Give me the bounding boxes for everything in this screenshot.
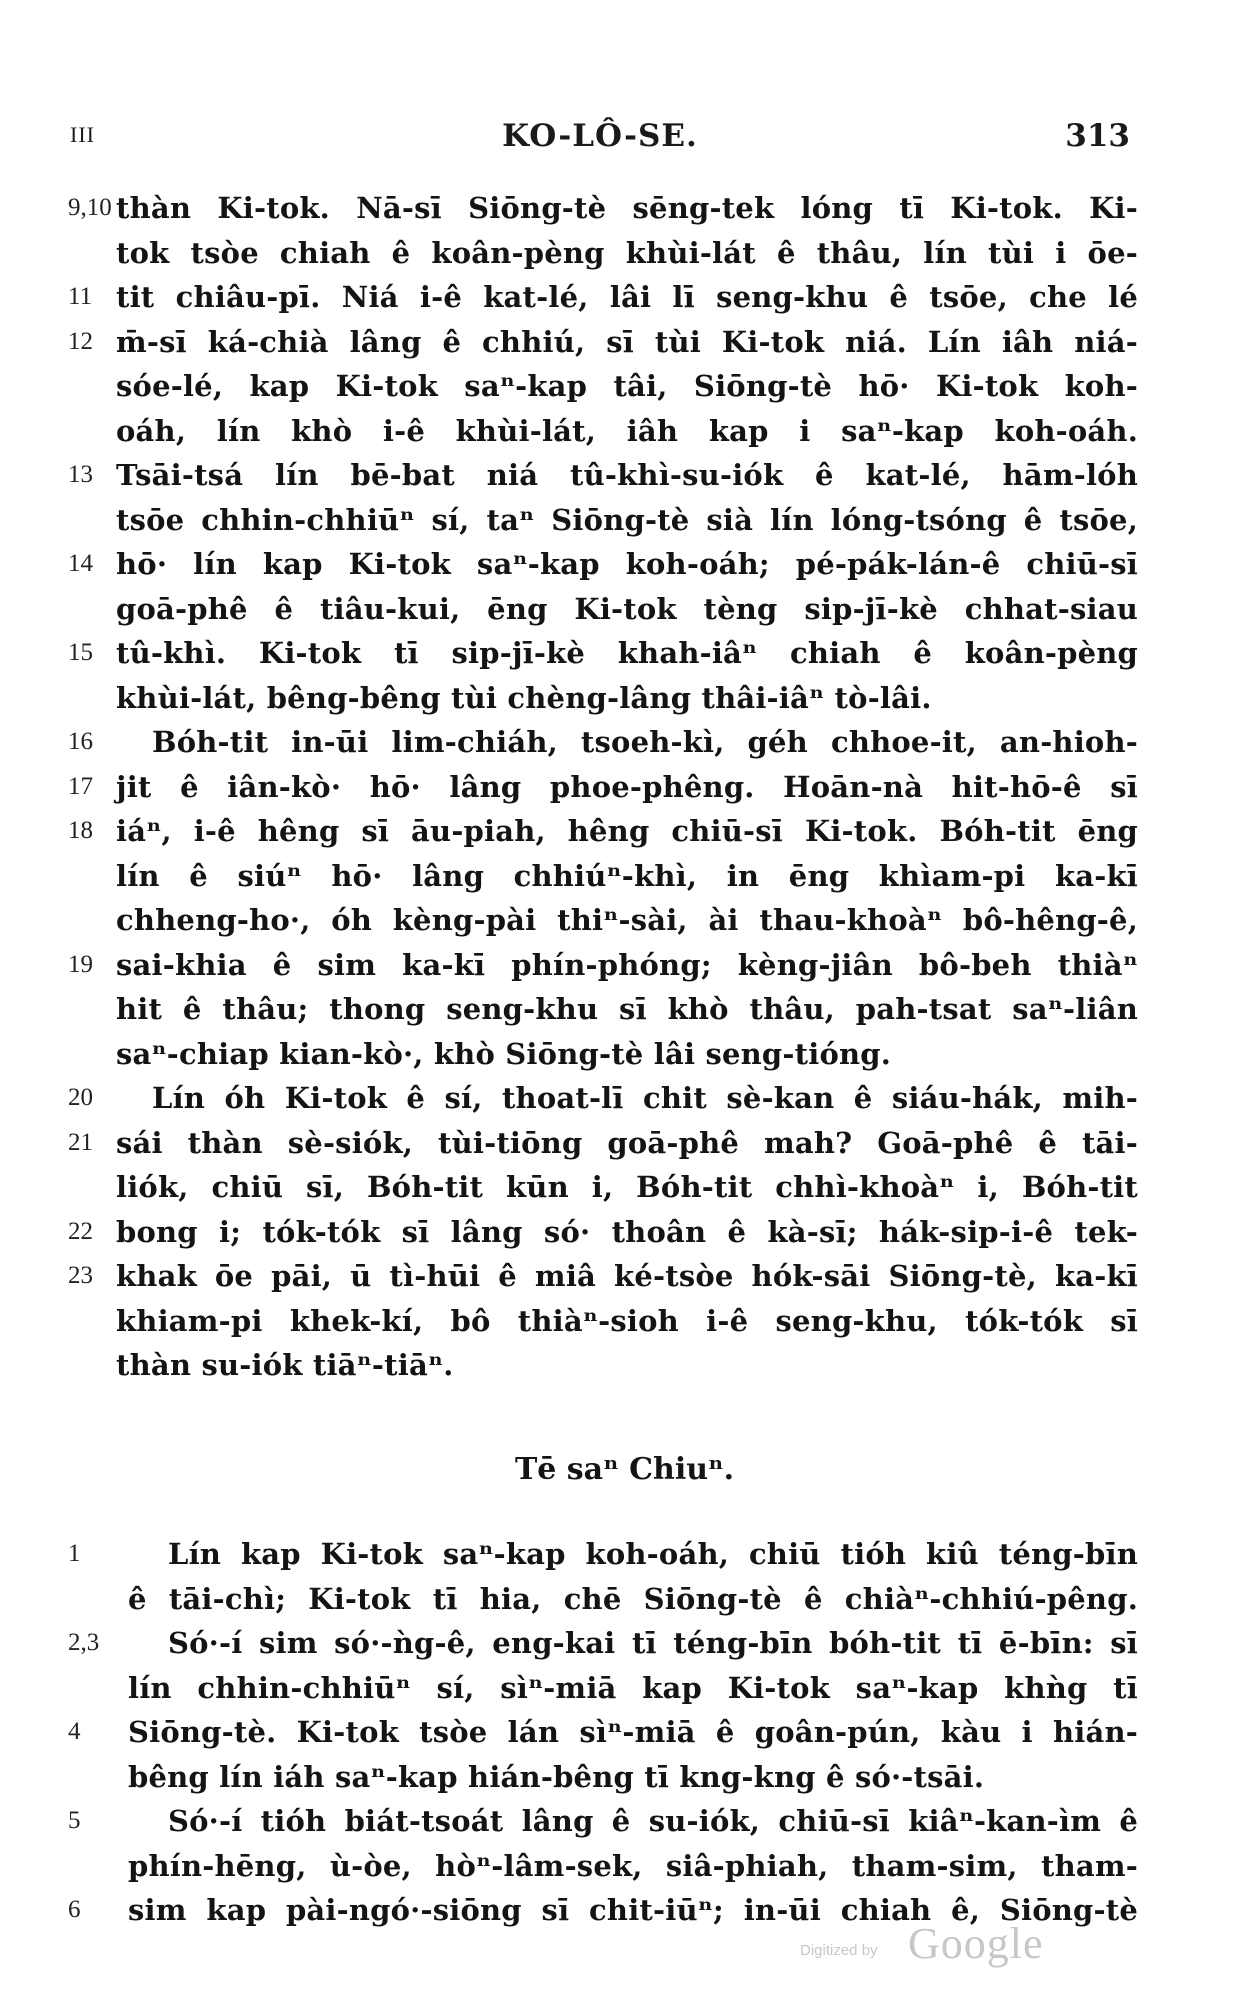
text-line [68, 854, 1138, 899]
line-text: goā-phê ê tiâu-kui, ēng Ki-tok tèng sip-jī-kè chhat-siau [116, 591, 1138, 626]
verse-number: 17 [68, 772, 93, 800]
verse-number: 14 [68, 550, 93, 577]
verse-number: 20 [68, 1084, 93, 1111]
verse-number: 13 [68, 461, 93, 488]
verse-number: 2,3 [68, 1629, 100, 1656]
text-line [68, 898, 1138, 943]
text-line [68, 1254, 1138, 1299]
text-line [68, 409, 1138, 454]
line-text: oáh, lín khò i-ê khùi-lát, iâh kap i saⁿ-kap koh-oáh. [116, 413, 1138, 448]
text-line [68, 1666, 1138, 1711]
text-line [68, 1210, 1138, 1255]
line-text: tû-khì. Ki-tok tī sip-jī-kè khah-iâⁿ chiah ê koân-pèng [116, 636, 1138, 670]
verse-number: 22 [68, 1217, 93, 1245]
line-text: sái thàn sè-siók, tùi-tiōng goā-phê mah? Goā-phê ê tāi- [116, 1125, 1138, 1160]
line-text: lín chhin-chhiūⁿ sí, sìⁿ-miā kap Ki-tok saⁿ-kap khǹg tī [128, 1670, 1138, 1705]
line-text: Bóh-tit in-ūi lim-chiáh, tsoeh-kì, géh chhoe-it, an-hioh- [152, 725, 1138, 759]
text-line [68, 320, 1138, 365]
text-line [68, 765, 1138, 810]
chapter-heading: Tē saⁿ Chiuⁿ. [514, 1452, 735, 1487]
line-text: liók, chiū sī, Bóh-tit kūn i, Bóh-tit chhì-khoàⁿ i, Bóh-tit [116, 1170, 1138, 1204]
verse-number: 9,10 [68, 194, 112, 221]
text-line [68, 809, 1138, 854]
line-text: bong i; tók-tók sī lâng só· thoân ê kà-sī; hák-sip-i-ê tek- [116, 1214, 1138, 1249]
line-text: iáⁿ, i-ê hêng sī āu-piah, hêng chiū-sī Ki-tok. Bóh-tit ēng [116, 814, 1138, 848]
line-text: Só·-í sim só·-ǹg-ê, eng-kai tī téng-bīn bóh-tit tī ē-bīn: sī [168, 1626, 1138, 1660]
text-line [68, 231, 1138, 276]
verse-number: 21 [68, 1128, 93, 1156]
text-line [68, 1577, 1138, 1622]
verse-number: 4 [68, 1718, 81, 1745]
page-header [70, 118, 1130, 158]
text-line [68, 453, 1138, 498]
text-block-chapter-2 [68, 186, 1138, 1388]
line-text: tit chiâu-pī. Niá i-ê kat-lé, lâi lī seng-khu ê tsōe, che lé [116, 280, 1138, 314]
text-line [68, 1710, 1138, 1755]
line-text: Lín kap Ki-tok saⁿ-kap koh-oáh, chiū tióh kiû téng-bīn [168, 1537, 1138, 1571]
verse-number: 6 [68, 1896, 81, 1923]
line-text: sim kap pài-ngó·-siōng sī chit-iūⁿ; in-ūi chiah ê, Siōng-tè [128, 1893, 1138, 1927]
page-number: 313 [1065, 118, 1130, 154]
text-line [68, 1032, 1138, 1077]
line-text: saⁿ-chiap kian-kò·, khò Siōng-tè lâi seng-tióng. [116, 1036, 892, 1071]
text-line [68, 186, 1138, 231]
line-text: hō· lín kap Ki-tok saⁿ-kap koh-oáh; pé-pák-lán-ê chiū-sī [116, 547, 1138, 581]
text-line [68, 1532, 1138, 1577]
line-text: ê tāi-chì; Ki-tok tī hia, chē Siōng-tè ê chiàⁿ-chhiú-pêng. [128, 1581, 1138, 1616]
line-text: tsōe chhin-chhiūⁿ sí, taⁿ Siōng-tè sià lín lóng-tsóng ê tsōe, [116, 502, 1138, 537]
line-text: bêng lín iáh saⁿ-kap hián-bêng tī kng-kng ê só·-tsāi. [128, 1759, 985, 1794]
verse-number: 11 [68, 283, 93, 310]
watermark-small-text: Digitized by [800, 1942, 878, 1959]
line-text: phín-hēng, ù-òe, hòⁿ-lâm-sek, siâ-phiah, tham-sim, tham- [128, 1848, 1138, 1883]
text-line [68, 1621, 1138, 1666]
line-text: Só·-í tióh biát-tsoát lâng ê su-iók, chiū-sī kiâⁿ-kan-ìm ê [168, 1804, 1138, 1838]
line-text: sai-khia ê sim ka-kī phín-phóng; kèng-jiân bô-beh thiàⁿ [116, 947, 1138, 982]
line-text: Lín óh Ki-tok ê sí, thoat-lī chit sè-kan ê siáu-hák, mih- [152, 1081, 1138, 1115]
line-text: Siōng-tè. Ki-tok tsòe lán sìⁿ-miā ê goân-pún, kàu i hián- [128, 1715, 1138, 1749]
text-line [68, 1299, 1138, 1344]
text-line [68, 1343, 1138, 1388]
text-line [68, 498, 1138, 543]
verse-number: 19 [68, 950, 93, 978]
watermark-logo-text: Google [908, 1919, 1044, 1968]
line-text: khiam-pi khek-kí, bô thiàⁿ-sioh i-ê seng-khu, tók-tók sī [116, 1303, 1138, 1338]
verse-number: 16 [68, 728, 93, 755]
line-text: hit ê thâu; thong seng-khu sī khò thâu, pah-tsat saⁿ-liân [116, 992, 1138, 1026]
text-line [68, 1844, 1138, 1889]
text-line [68, 720, 1138, 765]
chapter-number: III [70, 122, 95, 147]
verse-number: 5 [68, 1807, 81, 1834]
verse-number: 1 [68, 1540, 81, 1567]
line-text: tok tsòe chiah ê koân-pèng khùi-lát ê thâu, lín tùi i ōe- [116, 235, 1138, 270]
line-text: khùi-lát, bêng-bêng tùi chèng-lâng thâi-iâⁿ tò-lâi. [116, 680, 932, 715]
text-line [68, 1799, 1138, 1844]
text-line [68, 1121, 1138, 1166]
line-text: thàn Ki-tok. Nā-sī Siōng-tè sēng-tek lóng tī Ki-tok. Ki- [116, 191, 1138, 225]
text-line [68, 943, 1138, 988]
verse-number: 15 [68, 639, 93, 666]
text-line [68, 1076, 1138, 1121]
text-line [68, 1755, 1138, 1800]
line-text: m̄-sī ká-chià lâng ê chhiú, sī tùi Ki-tok niá. Lín iâh niá- [116, 324, 1138, 359]
text-line [68, 676, 1138, 721]
verse-number: 18 [68, 817, 93, 844]
verse-number: 23 [68, 1262, 93, 1289]
text-line [68, 587, 1138, 632]
text-block-chapter-3 [68, 1532, 1138, 1933]
text-line [68, 364, 1138, 409]
line-text: khak ōe pāi, ū tì-hūi ê miâ ké-tsòe hók-sāi Siōng-tè, ka-kī [116, 1259, 1138, 1293]
text-line [68, 275, 1138, 320]
text-line [68, 542, 1138, 587]
line-text: Tsāi-tsá lín bē-bat niá tû-khì-su-iók ê kat-lé, hām-lóh [116, 458, 1138, 492]
line-text: jit ê iân-kò· hō· lâng phoe-phêng. Hoān-nà hit-hō-ê sī [116, 769, 1138, 804]
text-line [68, 631, 1138, 676]
text-line [68, 987, 1138, 1032]
digitized-by-google-watermark [800, 1918, 1060, 1968]
line-text: sóe-lé, kap Ki-tok saⁿ-kap tâi, Siōng-tè hō· Ki-tok koh- [116, 369, 1138, 403]
running-title: KO-LÔ-SE. [502, 118, 698, 154]
verse-number: 12 [68, 327, 93, 355]
line-text: lín ê siúⁿ hō· lâng chhiúⁿ-khì, in ēng khìam-pi ka-kī [116, 858, 1138, 893]
line-text: chheng-ho·, óh kèng-pài thiⁿ-sài, ài thau-khoàⁿ bô-hêng-ê, [116, 903, 1138, 937]
text-line [68, 1165, 1138, 1210]
line-text: thàn su-iók tiāⁿ-tiāⁿ. [116, 1348, 454, 1382]
